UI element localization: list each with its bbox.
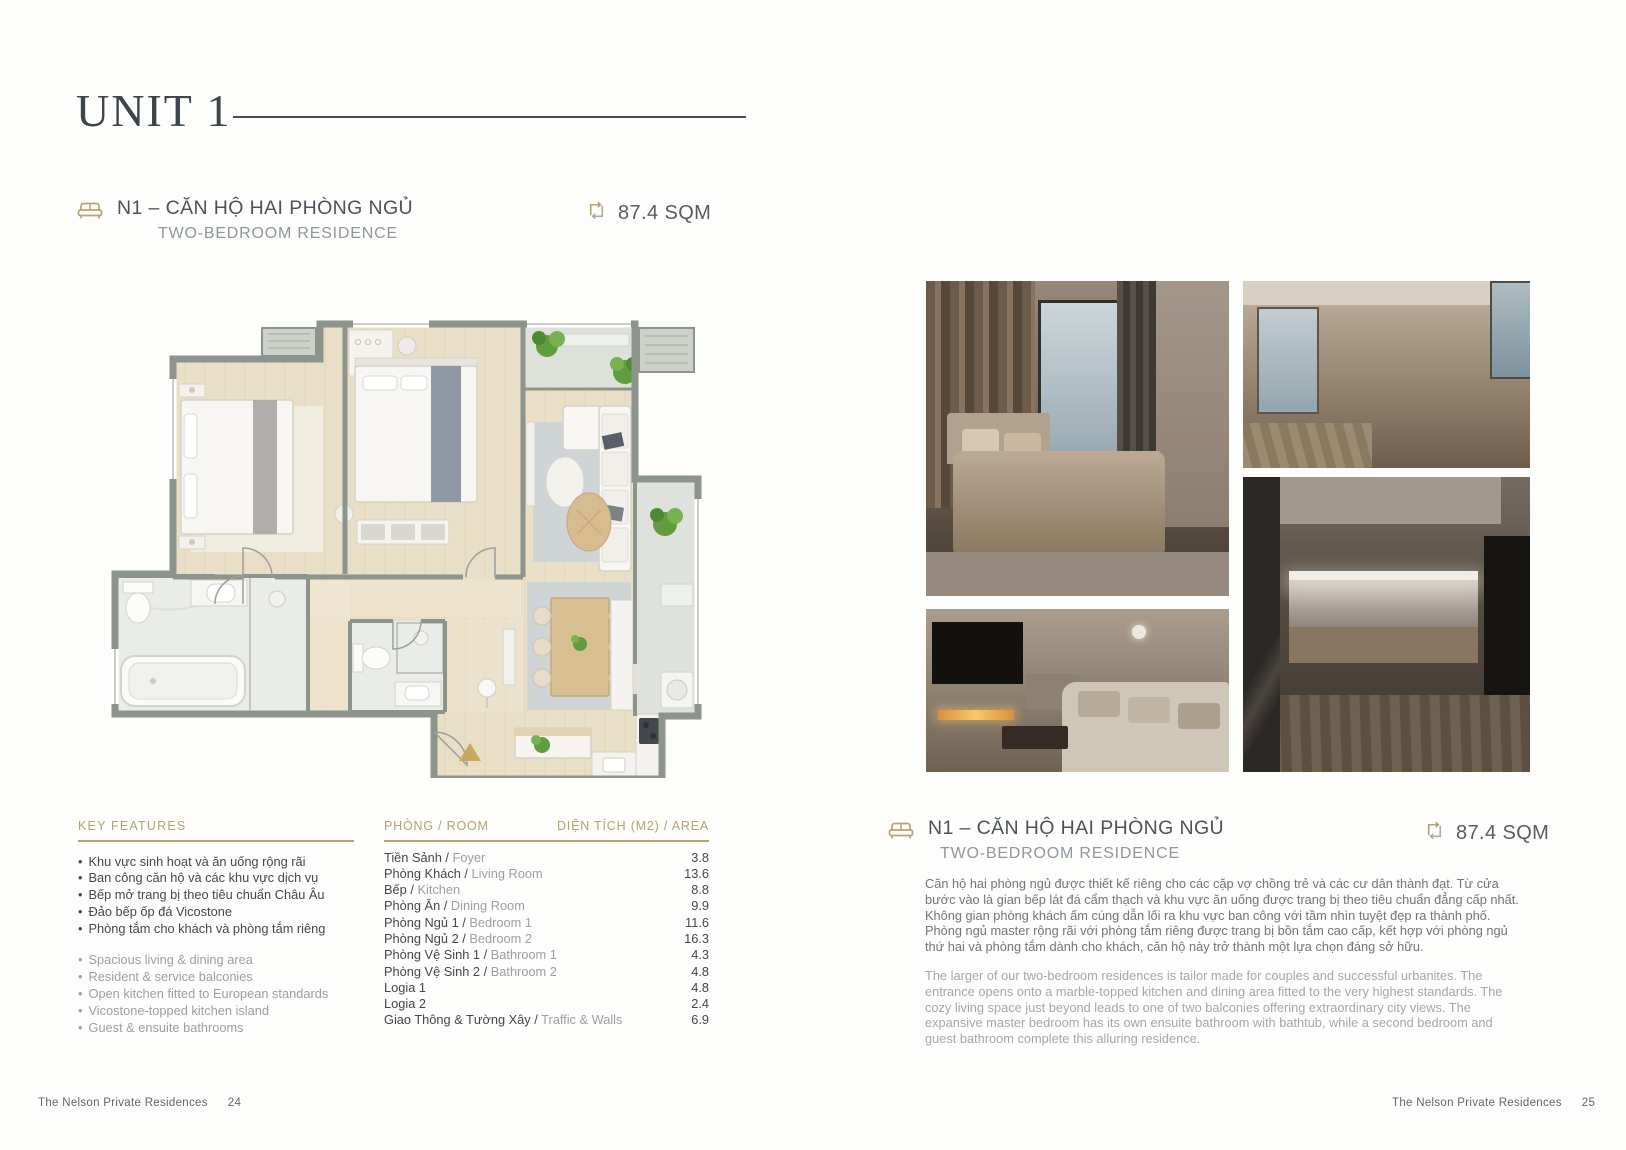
wood-floor — [1243, 423, 1372, 468]
table-row — [384, 996, 709, 1012]
table-row: Giao Thông & Tường Xây / Traffic & Walls 6.9 — [384, 1012, 709, 1028]
table-row: Phòng Vệ Sinh 1 / Bathroom 1 4.3 — [384, 947, 709, 963]
room-name-en: Bedroom 1 — [469, 914, 532, 930]
unit-title: N1 – CĂN HỘ HAI PHÒNG NGỦ — [117, 197, 414, 219]
room-area-value: 3.8 — [691, 849, 709, 865]
room-area-value: 4.8 — [691, 979, 709, 995]
rug — [926, 552, 1229, 596]
unit-area-value: 87.4 SQM — [1456, 821, 1550, 844]
feature-item-vi: • Phòng tắm cho khách và phòng tắm riêng — [78, 921, 354, 938]
room-name-en: Dining Room — [450, 898, 525, 914]
gold-rule — [78, 840, 354, 842]
unit-subtitle: TWO-BEDROOM RESIDENCE — [940, 845, 1180, 862]
room-name-vi: Bếp — [384, 882, 407, 898]
wall — [1156, 281, 1229, 527]
room-name-vi: Phòng Ăn — [384, 898, 441, 914]
cabinets — [1289, 627, 1478, 662]
room-name-vi: Giao Thông & Tường Xây — [384, 1012, 531, 1028]
unit-area-bottom — [1424, 820, 1549, 846]
room-name-en: Kitchen — [417, 882, 461, 898]
kitchen-photo — [1243, 477, 1530, 772]
under-cabinet-light — [1289, 571, 1478, 580]
table-row: Phòng Ngủ 1 / Bedroom 1 11.6 — [384, 914, 709, 930]
floor-plan — [95, 284, 747, 778]
footer-brand: The Nelson Private Residences — [38, 1097, 208, 1109]
refrigerator — [1484, 536, 1530, 707]
ceiling — [1243, 281, 1530, 305]
table-row — [384, 980, 709, 996]
ceiling — [1272, 477, 1502, 524]
feature-item-vi: • Khu vực sinh hoạt và ăn uống rộng rãi — [78, 854, 354, 871]
bed-icon — [887, 820, 915, 846]
room-name-vi: Phòng Vệ Sinh 1 — [384, 947, 481, 963]
area-column-header: DIỆN TÍCH (M2) / AREA — [556, 819, 709, 833]
bed-icon — [76, 200, 104, 226]
room-area-value: 4.8 — [691, 963, 709, 979]
room-area-value: 8.8 — [691, 882, 709, 898]
unit-subtitle: TWO-BEDROOM RESIDENCE — [158, 225, 398, 242]
room-name-vi: Phòng Ngủ 2 — [384, 930, 459, 946]
area-dimension-icon — [1424, 820, 1445, 846]
room-name-vi: Tiền Sảnh — [384, 849, 442, 865]
living-room-photo — [926, 609, 1229, 772]
window — [1257, 307, 1318, 414]
room-name-en: Living Room — [471, 865, 543, 881]
marble-island — [1358, 352, 1507, 449]
master-bedroom-photo — [926, 281, 1229, 596]
unit-description — [925, 876, 1525, 1047]
page-number: 25 — [1581, 1097, 1596, 1109]
room-column-header: PHÒNG / ROOM — [384, 819, 489, 833]
feature-item-en: • Spacious living & dining area — [78, 952, 354, 969]
room-name-en: Traffic & Walls — [541, 1012, 623, 1028]
wood-floor — [1272, 695, 1530, 772]
description-vietnamese: Căn hộ hai phòng ngủ được thiết kế riêng cho các cặp vợ chồng trẻ và các cư dân thành đạt. Từ cửa bước vào là gian bếp lát đá cẩm thạch và khu vực ăn uống được trang bị theo tiêu chuẩn đẳng cấp nhất. Không gian phòng khách ấm cúng dẫn lối ra khu vực ban công với tầm nhìn tuyệt đẹp ra thành phố. Phòng ngủ master rộng rãi với phòng tắm riêng được trang bị bồn tắm cao cấp, kết hợp với phòng ngủ thứ hai và phòng tắm dành cho khách, căn hộ này trở thành một lựa chọn đáng sở hữu. — [925, 876, 1519, 955]
room-area-value: 2.4 — [691, 996, 709, 1012]
room-name-en: Bathroom 2 — [490, 963, 557, 979]
description-english: The larger of our two-bedroom residences is tailor made for couples and successful urbanites. The entrance opens onto a marble-topped kitchen and dining area fitted to the very highest standards. The cozy living space just beyond leads to one of two balconies offering extraordinary city views. The expansive master bedroom has its own ensuite bathroom with bathtub, while a second bedroom and guest bathroom complete this alluring residence. — [925, 967, 1503, 1047]
room-name-vi: Logia 2 — [384, 996, 426, 1012]
unit-area-top — [586, 200, 711, 226]
table-rows — [384, 850, 709, 1029]
room-name-vi: Logia 1 — [384, 979, 426, 995]
table-row: Phòng Khách / Living Room 13.6 — [384, 865, 709, 881]
room-area-value: 13.6 — [684, 865, 709, 881]
room-name-vi: Phòng Ngủ 1 — [384, 914, 459, 930]
key-features-list-en — [78, 952, 354, 1036]
area-dimension-icon — [586, 200, 607, 226]
table-row: Phòng Vệ Sinh 2 / Bathroom 2 4.8 — [384, 963, 709, 979]
feature-item-vi: • Ban công căn hộ và các khu vực dịch vụ — [78, 870, 354, 887]
bedroom-1-furniture — [179, 384, 293, 549]
room-area-value: 4.3 — [691, 947, 709, 963]
table-row: Phòng Ăn / Dining Room 9.9 — [384, 898, 709, 914]
marble-backsplash — [1289, 580, 1478, 627]
bed — [953, 451, 1165, 558]
feature-item-en: • Guest & ensuite bathrooms — [78, 1020, 354, 1037]
key-features-list-vi — [78, 854, 354, 938]
coffee-table — [1002, 726, 1069, 749]
footer-left — [38, 1097, 241, 1109]
fireplace — [938, 710, 1014, 720]
feature-item-en: • Vicostone-topped kitchen island — [78, 1003, 354, 1020]
room-area-value: 16.3 — [684, 930, 709, 946]
key-features-heading: KEY FEATURES — [78, 819, 187, 833]
glass-column — [1243, 477, 1280, 772]
room-area-table — [384, 819, 709, 1029]
unit-header-bottom — [887, 817, 1224, 863]
footer-brand: The Nelson Private Residences — [1392, 1097, 1562, 1109]
floor-lamp — [1132, 625, 1146, 639]
feature-item-en: • Open kitchen fitted to European standards — [78, 986, 354, 1003]
table-row: Tiền Sảnh / Foyer 3.8 — [384, 849, 709, 865]
page-number: 24 — [227, 1097, 242, 1109]
key-features-section — [78, 819, 354, 1036]
feature-item-vi: • Đảo bếp ốp đá Vicostone — [78, 904, 354, 921]
room-area-value: 9.9 — [691, 898, 709, 914]
table-header — [384, 819, 709, 833]
room-name-en: Bathroom 1 — [490, 947, 557, 963]
tv-screen — [932, 622, 1023, 684]
unit-area-value: 87.4 SQM — [618, 201, 712, 224]
gold-rule — [384, 840, 709, 842]
table-row: Phòng Ngủ 2 / Bedroom 2 16.3 — [384, 930, 709, 946]
feature-item-vi: • Bếp mở trang bị theo tiêu chuẩn Châu Âu — [78, 887, 354, 904]
room-name-vi: Phòng Vệ Sinh 2 — [384, 963, 481, 979]
unit-header-top — [76, 197, 413, 243]
room-name-vi: Phòng Khách — [384, 865, 461, 881]
footer-right — [1392, 1097, 1595, 1109]
page-title: UNIT 1 — [76, 85, 232, 136]
kitchen-island-photo — [1243, 281, 1530, 468]
room-name-en: Foyer — [452, 849, 486, 865]
feature-item-en: • Resident & service balconies — [78, 969, 354, 986]
title-rule — [233, 116, 746, 118]
table-row: Bếp / Kitchen 8.8 — [384, 882, 709, 898]
cushions — [1078, 691, 1120, 717]
room-name-en: Bedroom 2 — [469, 930, 532, 946]
unit-title: N1 – CĂN HỘ HAI PHÒNG NGỦ — [928, 817, 1225, 839]
room-area-value: 11.6 — [685, 914, 709, 930]
room-area-value: 6.9 — [691, 1012, 709, 1028]
